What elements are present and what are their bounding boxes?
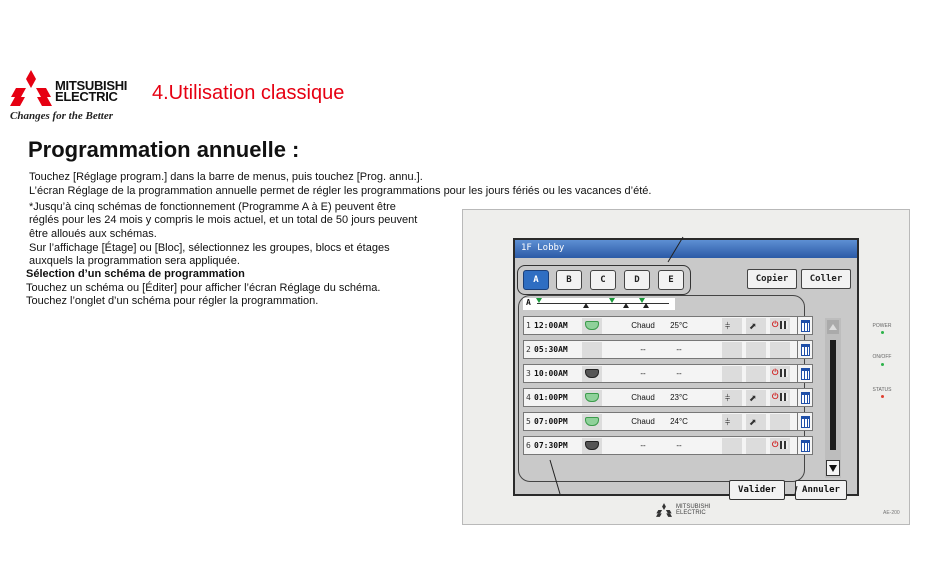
row-mode: Chaud bbox=[631, 393, 655, 402]
row-temperature: -- bbox=[676, 441, 682, 450]
row-time: 05:30AM bbox=[534, 345, 568, 354]
row-number: 3 bbox=[526, 369, 531, 378]
power-timer-icon: ⏻ bbox=[772, 392, 788, 404]
led-label-onoff: ON/OFF bbox=[872, 354, 892, 360]
device-logo bbox=[656, 501, 726, 519]
vane-cell bbox=[722, 318, 742, 334]
louver-cell bbox=[746, 342, 766, 358]
tab-e[interactable]: E bbox=[658, 270, 684, 290]
power-led bbox=[881, 331, 884, 334]
fan-icon bbox=[582, 390, 602, 406]
delete-icon[interactable] bbox=[797, 316, 813, 335]
scrollbar[interactable] bbox=[825, 318, 841, 478]
timer-cell bbox=[770, 390, 790, 406]
body-line-5: être alloués aux schémas. bbox=[29, 228, 157, 240]
timer-cell bbox=[770, 438, 790, 454]
fan-icon bbox=[582, 438, 602, 454]
row-time: 01:00PM bbox=[534, 393, 568, 402]
model-label: AE-200 bbox=[883, 510, 900, 516]
device-logo-line1: MITSUBISHI bbox=[676, 504, 711, 510]
annuler-button[interactable]: Annuler bbox=[795, 480, 847, 500]
row-temperature: -- bbox=[676, 345, 682, 354]
row-mode: Chaud bbox=[631, 321, 655, 330]
vane-cell bbox=[722, 414, 742, 430]
louver-cell bbox=[746, 366, 766, 382]
brand-name-line2: ELECTRIC bbox=[55, 89, 118, 104]
body-line-2: L’écran Réglage de la programmation annuelle permet de régler les programmations pour les jours fériés ou les vacances d’été. bbox=[29, 185, 652, 197]
row-time: 12:00AM bbox=[534, 321, 568, 330]
body-line-1: Touchez [Réglage program.] dans la barre de menus, puis touchez [Prog. annu.]. bbox=[29, 171, 423, 183]
brand-name-line1: MITSUBISHI bbox=[55, 78, 128, 93]
row-number: 1 bbox=[526, 321, 531, 330]
controller-device bbox=[462, 209, 910, 525]
row-temperature: 23°C bbox=[670, 393, 688, 402]
louver-icon: ⬈ bbox=[749, 393, 757, 403]
row-number: 5 bbox=[526, 417, 531, 426]
row-mode: -- bbox=[640, 345, 646, 354]
fan-icon bbox=[582, 366, 602, 382]
schedule-row[interactable] bbox=[523, 316, 805, 335]
vane-cell bbox=[722, 342, 742, 358]
row-number: 2 bbox=[526, 345, 531, 354]
paste-button[interactable]: Coller bbox=[801, 269, 851, 289]
valider-button[interactable]: Valider bbox=[729, 480, 785, 500]
row-temperature: -- bbox=[676, 369, 682, 378]
tab-d[interactable]: D bbox=[624, 270, 650, 290]
row-temperature: 25°C bbox=[670, 321, 688, 330]
device-logo-line2: ELECTRIC bbox=[676, 510, 706, 516]
louver-cell bbox=[746, 414, 766, 430]
three-diamonds-icon bbox=[10, 70, 52, 106]
scroll-up-icon[interactable] bbox=[827, 320, 839, 334]
row-time: 07:00PM bbox=[534, 417, 568, 426]
vane-icon: ⫩ bbox=[725, 417, 731, 427]
three-diamonds-icon bbox=[656, 503, 672, 517]
delete-icon[interactable] bbox=[797, 436, 813, 455]
delete-icon[interactable] bbox=[797, 388, 813, 407]
body-line-7: auxquels la programmation sera appliquée. bbox=[29, 255, 240, 267]
fan-icon bbox=[582, 318, 602, 334]
timer-cell bbox=[770, 414, 790, 430]
page-title: Programmation annuelle : bbox=[28, 137, 300, 162]
body-line-4: réglés pour les 24 mois y compris le mois actuel, et un total de 50 jours peuvent bbox=[29, 214, 418, 226]
timer-cell bbox=[770, 366, 790, 382]
copy-button[interactable]: Copier bbox=[747, 269, 797, 289]
brand-tagline: Changes for the Better bbox=[10, 110, 113, 122]
timer-cell bbox=[770, 342, 790, 358]
vane-cell bbox=[722, 438, 742, 454]
section-title: 4.Utilisation classique bbox=[152, 82, 345, 104]
louver-icon: ⬈ bbox=[749, 321, 757, 331]
fan-icon bbox=[582, 342, 602, 358]
schedule-panel bbox=[515, 258, 857, 494]
timer-cell bbox=[770, 318, 790, 334]
row-mode: -- bbox=[640, 369, 646, 378]
mitsubishi-logo bbox=[10, 70, 140, 124]
body-line-6: Sur l’affichage [Étage] ou [Bloc], sélectionnez les groupes, blocs et étages bbox=[29, 242, 390, 254]
delete-icon[interactable] bbox=[797, 364, 813, 383]
row-number: 4 bbox=[526, 393, 531, 402]
schedule-row[interactable] bbox=[523, 340, 805, 359]
schedule-row[interactable] bbox=[523, 436, 805, 455]
power-timer-icon: ⏻ bbox=[772, 368, 788, 380]
tab-c[interactable]: C bbox=[590, 270, 616, 290]
fan-icon bbox=[582, 414, 602, 430]
vane-icon: ⫩ bbox=[725, 321, 731, 331]
schedule-row[interactable] bbox=[523, 364, 805, 383]
subheading: Sélection d’un schéma de programmation bbox=[26, 268, 245, 280]
scroll-down-icon[interactable] bbox=[826, 460, 840, 476]
row-time: 10:00AM bbox=[534, 369, 568, 378]
row-mode: -- bbox=[640, 441, 646, 450]
row-temperature: 24°C bbox=[670, 417, 688, 426]
body-line-9: Touchez un schéma ou [Éditer] pour afficher l’écran Réglage du schéma. bbox=[26, 282, 381, 294]
timeline-label: A bbox=[526, 298, 531, 307]
vane-cell bbox=[722, 390, 742, 406]
louver-cell bbox=[746, 390, 766, 406]
delete-icon[interactable] bbox=[797, 412, 813, 431]
power-timer-icon: ⏻ bbox=[772, 440, 788, 452]
vane-icon: ⫩ bbox=[725, 393, 731, 403]
body-line-3: *Jusqu’à cinq schémas de fonctionnement (Programme A à E) peuvent être bbox=[29, 201, 396, 213]
tab-b[interactable]: B bbox=[556, 270, 582, 290]
onoff-led bbox=[881, 363, 884, 366]
vane-cell bbox=[722, 366, 742, 382]
louver-cell bbox=[746, 318, 766, 334]
schedule-row[interactable] bbox=[523, 412, 805, 431]
row-mode: Chaud bbox=[631, 417, 655, 426]
power-timer-icon: ⏻ bbox=[772, 320, 788, 332]
touch-screen bbox=[513, 238, 859, 496]
louver-icon: ⬈ bbox=[749, 417, 757, 427]
screen-title: 1F Lobby bbox=[521, 243, 565, 253]
schedule-row[interactable] bbox=[523, 388, 805, 407]
led-label-status: STATUS bbox=[872, 387, 892, 393]
body-line-10: Touchez l’onglet d’un schéma pour régler la programmation. bbox=[26, 295, 319, 307]
louver-cell bbox=[746, 438, 766, 454]
scroll-track[interactable] bbox=[830, 340, 836, 450]
row-number: 6 bbox=[526, 441, 531, 450]
led-label-power: POWER bbox=[872, 323, 892, 329]
screen-title-bar bbox=[515, 240, 857, 258]
row-time: 07:30PM bbox=[534, 441, 568, 450]
tab-a[interactable]: A bbox=[523, 270, 549, 290]
status-led bbox=[881, 395, 884, 398]
delete-icon[interactable] bbox=[797, 340, 813, 359]
